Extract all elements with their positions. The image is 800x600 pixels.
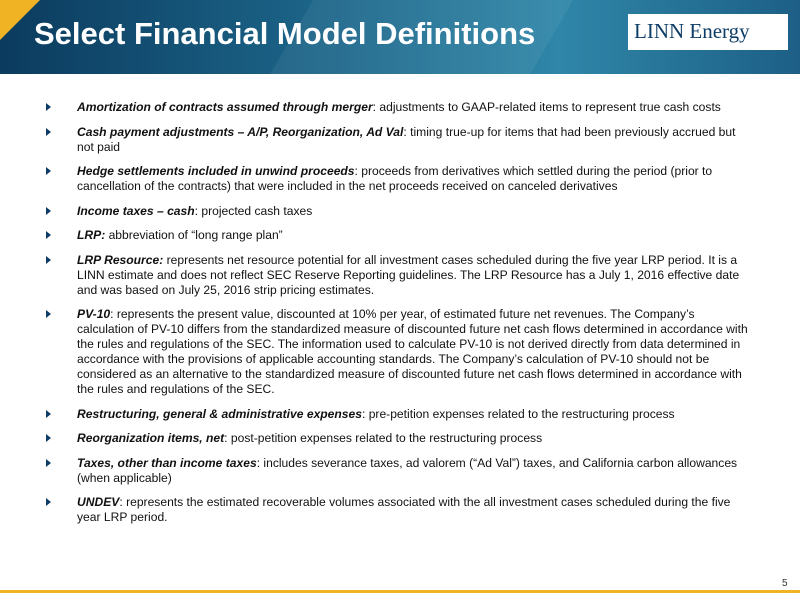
definition-text: : represents the present value, discounted at 10% per year, of estimated future net revenues. The Company’s calculation of PV-10 differs from the standardized measure of discounted future net cash flows determined in accordance with the rules and regulations of the SEC. The information used to calculate PV-10 is not derived directly from data determined in accordance with the provisions of applicable accounting standards. The Company’s calculation of PV-10 should not be considered as an alternative to the standardized measure of discounted future net cash flows determined in accordance with the rules and regulations of the SEC. (77, 307, 748, 396)
definition-item (44, 228, 754, 243)
definition-item (44, 431, 754, 446)
definition-term: Income taxes – cash (77, 203, 195, 218)
page-number: 5 (782, 578, 788, 589)
definitions-content (44, 100, 754, 535)
definition-text: : represents the estimated recoverable volumes associated with the all investment cases scheduled during the five year LRP period. (77, 495, 731, 524)
triangle-bullet-icon (46, 498, 51, 506)
triangle-bullet-icon (46, 410, 51, 418)
triangle-bullet-icon (46, 167, 51, 175)
definition-text: : pre-petition expenses related to the restructuring process (361, 406, 675, 421)
definition-text: represents net resource potential for all investment cases scheduled during the five year LRP period. It is a LINN estimate and does not reflect SEC Reserve Reporting guidelines. The LRP Resource has a July 1, 2016 effective date and was based on July 25, 2016 strip pricing estimates. (77, 252, 740, 297)
triangle-bullet-icon (46, 103, 51, 111)
definition-term: Restructuring, general & administrative expenses (77, 406, 362, 421)
triangle-bullet-icon (46, 434, 51, 442)
brand-logo (628, 14, 788, 50)
definition-text: : projected cash taxes (194, 203, 313, 218)
triangle-bullet-icon (46, 256, 51, 264)
definition-term: LRP: (77, 228, 106, 242)
definition-term: Hedge settlements included in unwind proceeds (77, 164, 355, 178)
definition-item (44, 407, 754, 422)
definition-text: : includes severance taxes, ad valorem (“Ad Val”) taxes, and California carbon allowances (when applicable) (77, 455, 738, 485)
definition-term: PV-10 (77, 307, 111, 321)
definition-item (44, 100, 754, 115)
footer-divider (0, 590, 800, 593)
brand-logo-text: LINN Energy (634, 19, 750, 43)
definition-term: LRP Resource: (77, 252, 164, 267)
definitions-list (44, 100, 754, 525)
definition-item (44, 125, 754, 155)
definition-text: : adjustments to GAAP-related items to represent true cash costs (372, 100, 721, 114)
definition-term: UNDEV (77, 495, 120, 509)
page-title: Select Financial Model Definitions (34, 16, 536, 51)
triangle-bullet-icon (46, 128, 51, 136)
definition-term: Reorganization items, net (77, 431, 225, 445)
definition-item (44, 253, 754, 298)
definition-item (44, 307, 754, 397)
triangle-bullet-icon (46, 231, 51, 239)
definition-text: abbreviation of “long range plan” (105, 228, 283, 242)
triangle-bullet-icon (46, 459, 51, 467)
definition-item (44, 164, 754, 194)
definition-text: : timing true-up for items that had been previously accrued but not paid (77, 124, 736, 154)
definition-term: Taxes, other than income taxes (77, 455, 257, 470)
triangle-bullet-icon (46, 310, 51, 318)
triangle-bullet-icon (46, 207, 51, 215)
definition-text: : post-petition expenses related to the restructuring process (224, 431, 543, 445)
definition-term: Amortization of contracts assumed through merger (77, 100, 373, 114)
header-banner (0, 0, 800, 74)
definition-item (44, 495, 754, 525)
definition-text: : proceeds from derivatives which settled during the period (prior to cancellation of the contracts) that were included in the net proceeds received on canceled derivatives (77, 164, 713, 193)
definition-item (44, 456, 754, 486)
definition-term: Cash payment adjustments – A/P, Reorganization, Ad Val (77, 124, 404, 139)
definition-item (44, 204, 754, 219)
